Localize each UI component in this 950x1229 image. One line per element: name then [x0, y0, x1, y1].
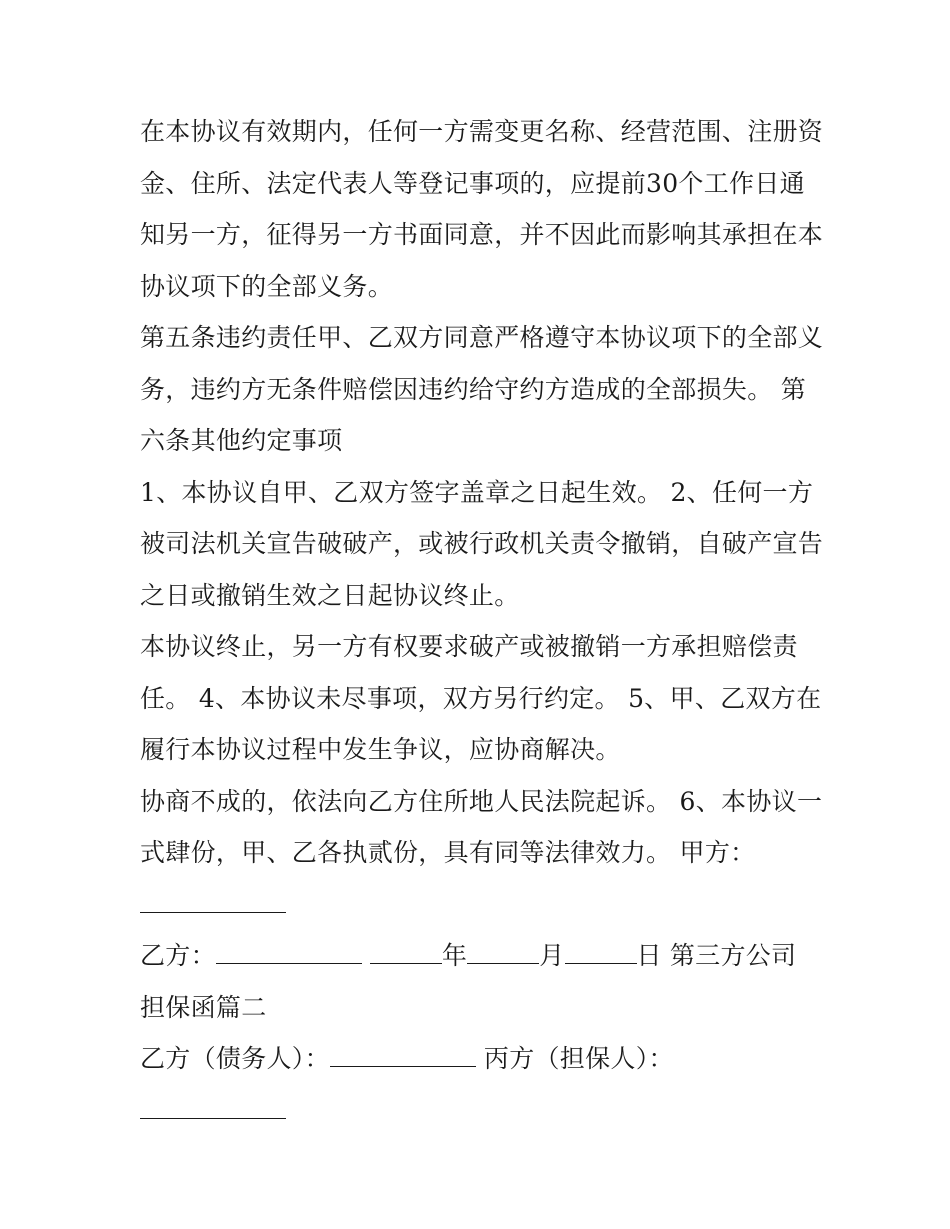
- month-label: 月: [539, 941, 565, 970]
- text-line: 协议项下的全部义务。: [140, 271, 394, 301]
- year-blank: [370, 943, 442, 964]
- text-line: 1、本协议自甲、乙双方签字盖章之日起生效。 2、任何一方: [140, 477, 814, 507]
- section-heading-text: 第三方公司: [669, 941, 797, 970]
- guarantor-label: 丙方（担保人）：: [483, 1044, 674, 1073]
- text-line: 被司法机关宣告破破产，或被行政机关责令撤销，自破产宣告: [140, 529, 824, 558]
- text-line: 知另一方，征得另一方书面同意，并不因此而影响其承担在本: [140, 220, 824, 249]
- debtor-guarantor-line: [140, 1033, 820, 1085]
- text-line: 第五条违约责任甲、乙双方同意严格遵守本协议项下的全部义: [140, 323, 824, 352]
- party-a-signature-blank: [140, 892, 286, 913]
- text-line: 六条其他约定事项: [140, 426, 343, 455]
- month-blank: [467, 943, 539, 964]
- document-page: [140, 106, 824, 1136]
- party-b-label: 乙方：: [140, 941, 216, 970]
- party-b-signature-blank: [216, 943, 362, 964]
- text-line: 履行本协议过程中发生争议，应协商解决。: [140, 735, 621, 764]
- text-line: 务，违约方无条件赔偿因违约给守约方造成的全部损失。 第: [140, 374, 807, 404]
- debtor-label: 乙方（债务人）：: [140, 1044, 330, 1073]
- year-label: 年: [441, 941, 468, 970]
- party-b-date-line: [140, 930, 820, 982]
- text-line: 协商不成的，依法向乙方住所地人民法院起诉。 6、本协议一: [140, 786, 823, 816]
- section-title: 担保函篇二: [140, 992, 267, 1022]
- day-blank: [565, 943, 637, 964]
- text-line: 金、住所、法定代表人等登记事项的，应提前30个工作日通: [140, 168, 805, 198]
- text-line: 任。 4、本协议未尽事项，双方另行约定。 5、甲、乙双方在: [140, 683, 822, 713]
- debtor-signature-blank: [330, 1046, 476, 1067]
- guarantor-signature-line: [140, 1085, 820, 1137]
- text-line: 之日或撤销生效之日起协议终止。: [140, 580, 520, 610]
- party-a-signature-line: [140, 879, 820, 931]
- guarantor-signature-blank: [140, 1098, 286, 1119]
- day-label: 日: [636, 941, 662, 970]
- text-line: 式肆份，甲、乙各执贰份，具有同等法律效力。 甲方：: [140, 838, 756, 867]
- text-line: 在本协议有效期内，任何一方需变更名称、经营范围、注册资: [140, 117, 824, 146]
- text-line: 本协议终止，另一方有权要求破产或被撤销一方承担赔偿责: [140, 632, 798, 661]
